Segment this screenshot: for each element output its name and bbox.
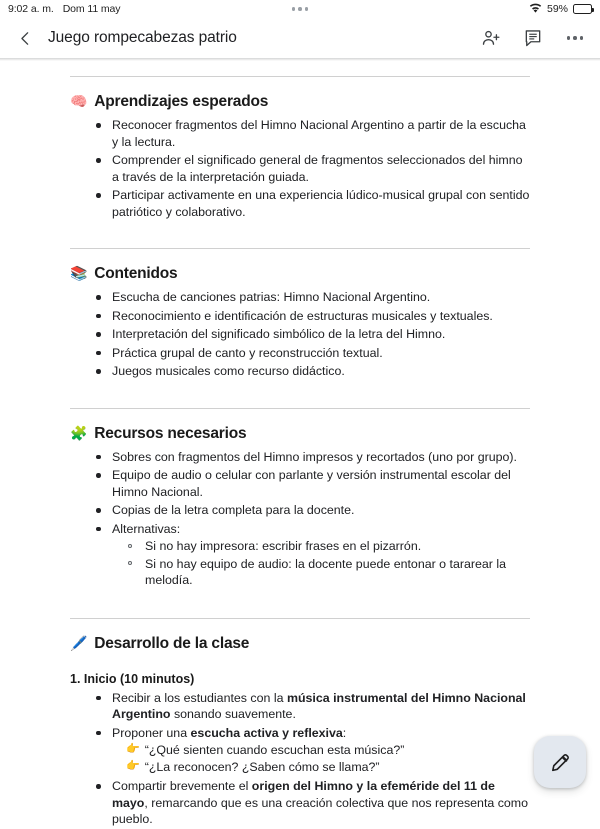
person-add-icon[interactable] [478,25,504,51]
section-recursos-necesarios [70,409,530,591]
text-tail: : [342,725,347,740]
sub-list-item: Si no hay equipo de audio: la docente puede entonar o tararear la melodía. [128,556,530,590]
section-aprendizajes-esperados [70,77,530,221]
section-contenidos [70,249,530,381]
list-item: Práctica grupal de canto y reconstrucción textual. [96,345,530,363]
comment-icon[interactable] [520,25,546,51]
list-item [96,725,530,778]
brain-emoji: 🧠 [70,93,88,109]
bullet-list [70,449,530,591]
hand-list-item [126,759,530,776]
hand-list-item [126,742,530,759]
section-title: Contenidos [94,265,178,282]
list-item [96,778,530,829]
list-item: Escucha de canciones patrias: Himno Nacional Argentino. [96,289,530,307]
list-item: Participar activamente en una experiencia lúdico-musical grupal con sentido patriótico y colaborativo. [96,187,530,221]
spacer [70,592,530,618]
section-heading [70,249,530,289]
sub-bullet-list [112,538,530,590]
list-item: Sobres con fragmentos del Himno impresos y recortados (uno por grupo). [96,449,530,467]
text-lead: Proponer una [112,725,191,740]
section-desarrollo-de-la-clase [70,619,530,829]
list-item: Juegos musicales como recurso didáctico. [96,363,530,381]
section-title: Recursos necesarios [94,424,247,442]
text-lead: Recibir a los estudiantes con la [112,690,287,705]
section-title: Aprendizajes esperados [94,93,269,110]
status-bar-left [8,3,120,15]
list-item: Copias de la letra completa para la docente. [96,502,530,520]
list-item: Reconocer fragmentos del Himno Nacional Argentino a partir de la escucha y la lectura. [96,117,530,151]
section-heading [70,619,530,659]
document-content[interactable] [0,61,600,829]
text-lead: Compartir brevemente el [112,779,252,794]
status-bar-right [529,3,592,16]
pointing-right-emoji: 👉 [126,743,140,755]
bullet-list [70,289,530,381]
list-item: Equipo de audio o celular con parlante y versión instrumental escolar del Himno Nacional. [96,467,530,501]
toolbar-actions [478,25,588,51]
pointing-right-emoji: 👉 [126,760,140,773]
section-heading [70,77,530,117]
text-bold: escucha activa y reflexiva [190,725,343,740]
list-item [96,690,530,724]
top-spacer [70,61,530,76]
books-emoji: 📚 [70,265,88,281]
status-date: Dom 11 may [62,3,121,15]
document-title[interactable]: Juego rompecabezas patrio [48,29,237,46]
wifi-icon [529,3,542,16]
edit-fab-button[interactable] [534,736,586,788]
text-bold: música instrumental del Himno Nacional Argentino [112,690,526,721]
battery-icon [573,4,592,14]
back-chevron-icon[interactable] [10,23,40,53]
list-item: Reconocimiento e identificación de estructuras musicales y textuales. [96,308,530,326]
pencil-emoji: 🖊️ [70,634,88,651]
puzzle-piece-emoji: 🧩 [70,424,88,441]
text-bold: origen del Himno y la efeméride del 11 de mayo [112,779,495,810]
section-heading [70,409,530,449]
section-title: Desarrollo de la clase [94,634,250,652]
hand-list-item-label: “¿Qué sienten cuando escuchan esta música?” [144,743,405,757]
hand-bullet-list [112,742,530,776]
battery-percent-label: 59% [546,3,568,15]
overflow-menu-icon[interactable] [562,36,588,40]
list-item-label: Alternativas: [112,521,181,536]
bullet-list [70,117,530,221]
text-tail: , remarcando que es una creación colectiva que nos representa como pueblo. [112,795,529,827]
spacer [70,382,530,408]
list-item [96,521,530,591]
app-toolbar [0,18,600,58]
spacer [70,222,530,248]
sub-list-item: Si no hay impresora: escribir frases en el pizarrón. [128,538,530,556]
pencil-edit-icon [549,751,572,774]
text-tail: sonando suavemente. [170,707,296,721]
bullet-list [70,690,530,829]
hand-list-item-label: “¿La reconocen? ¿Saben cómo se llama?” [144,760,380,775]
list-item: Interpretación del significado simbólico de la letra del Himno. [96,326,530,344]
subsection-heading: 1. Inicio (10 minutos) [70,671,195,686]
status-time: 9:02 a. m. [8,3,54,15]
status-bar [0,0,600,18]
list-item: Comprender el significado general de fragmentos seleccionados del himno a través de la interpretación guiada. [96,152,530,186]
